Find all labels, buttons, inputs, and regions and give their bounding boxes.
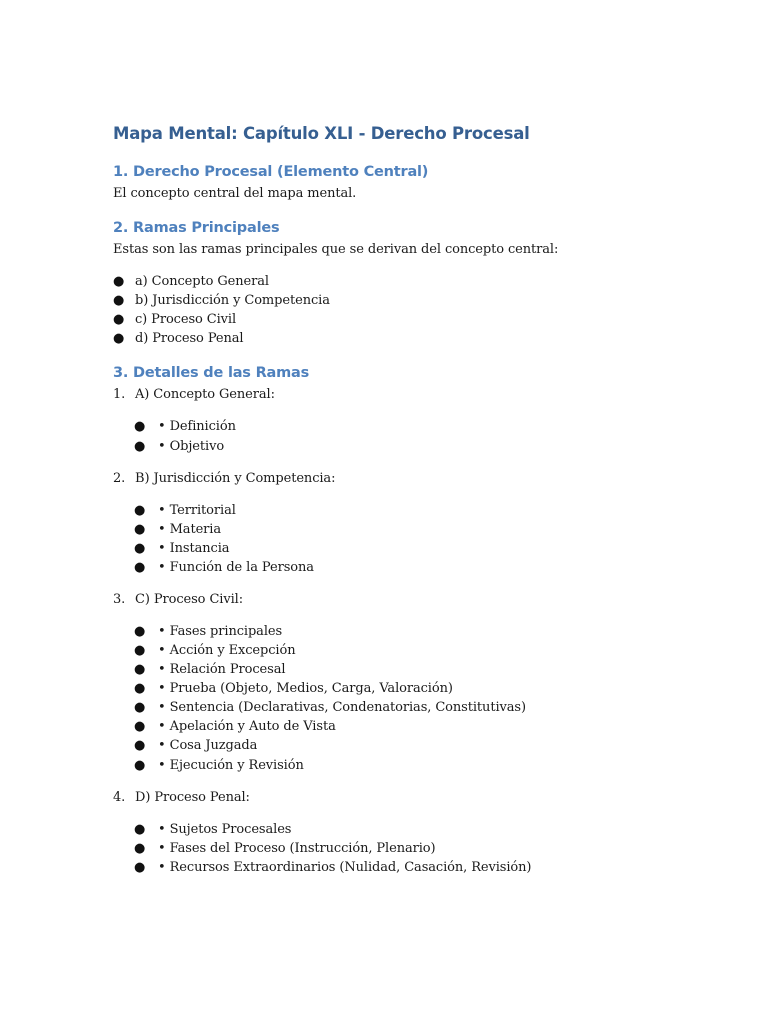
section-2-heading: 2. Ramas Principales xyxy=(113,220,280,236)
sub-item-text: • Definición xyxy=(158,419,236,434)
item-label: A) Concepto General: xyxy=(135,387,275,402)
bullet-dot-icon: ● xyxy=(134,522,146,537)
sub-item-text: • Acción y Excepción xyxy=(158,643,296,658)
bullet-dot-icon: ● xyxy=(134,860,146,875)
sub-item-text: • Ejecución y Revisión xyxy=(158,758,304,773)
section-1-heading: 1. Derecho Procesal (Elemento Central) xyxy=(113,164,429,180)
section-3-heading: 3. Detalles de las Ramas xyxy=(113,365,310,381)
sub-item-text: • Apelación y Auto de Vista xyxy=(158,719,336,734)
bullet-dot-icon: ● xyxy=(113,331,125,346)
sub-item-text: • Objetivo xyxy=(158,439,225,454)
item-number: 2. xyxy=(113,471,126,486)
bullet-dot-icon: ● xyxy=(134,439,146,454)
sub-item-text: • Sentencia (Declarativas, Condenatorias, Constitutivas) xyxy=(158,700,526,715)
bullet-dot-icon: ● xyxy=(113,312,125,327)
sub-item-text: • Cosa Juzgada xyxy=(158,738,258,753)
bullet-dot-icon: ● xyxy=(134,662,146,677)
item-label: D) Proceso Penal: xyxy=(135,790,250,805)
bullet-dot-icon: ● xyxy=(134,738,146,753)
bullet-dot-icon: ● xyxy=(134,841,146,856)
bullet-dot-icon: ● xyxy=(134,758,146,773)
bullet-dot-icon: ● xyxy=(134,541,146,556)
document-title: Mapa Mental: Capítulo XLI - Derecho Procesal xyxy=(113,124,530,143)
bullet-dot-icon: ● xyxy=(113,293,125,308)
item-number: 1. xyxy=(113,387,126,402)
item-label: B) Jurisdicción y Competencia: xyxy=(135,471,336,486)
sub-item-text: • Territorial xyxy=(158,503,236,518)
item-number: 3. xyxy=(113,592,126,607)
bullet-dot-icon: ● xyxy=(134,560,146,575)
item-label: C) Proceso Civil: xyxy=(135,592,243,607)
bullet-dot-icon: ● xyxy=(134,822,146,837)
sub-item-text: • Instancia xyxy=(158,541,230,556)
sub-item-text: • Materia xyxy=(158,522,222,537)
bullet-dot-icon: ● xyxy=(113,274,125,289)
bullet-dot-icon: ● xyxy=(134,643,146,658)
sub-item-text: • Relación Procesal xyxy=(158,662,286,677)
section-1-text: El concepto central del mapa mental. xyxy=(113,186,357,201)
sub-item-text: • Recursos Extraordinarios (Nulidad, Casación, Revisión) xyxy=(158,860,532,875)
sub-item-text: • Prueba (Objeto, Medios, Carga, Valoración) xyxy=(158,681,453,696)
sub-item-text: • Función de la Persona xyxy=(158,560,314,575)
sub-item-text: • Fases del Proceso (Instrucción, Plenario) xyxy=(158,841,436,856)
bullet-dot-icon: ● xyxy=(134,419,146,434)
item-number: 4. xyxy=(113,790,126,805)
sub-item-text: • Fases principales xyxy=(158,624,283,639)
sub-item-text: • Sujetos Procesales xyxy=(158,822,292,837)
list-item-text: c) Proceso Civil xyxy=(135,312,237,327)
bullet-dot-icon: ● xyxy=(134,624,146,639)
section-2-text: Estas son las ramas principales que se derivan del concepto central: xyxy=(113,242,559,257)
list-item-text: a) Concepto General xyxy=(135,274,269,289)
bullet-dot-icon: ● xyxy=(134,719,146,734)
bullet-dot-icon: ● xyxy=(134,681,146,696)
bullet-dot-icon: ● xyxy=(134,700,146,715)
list-item-text: d) Proceso Penal xyxy=(135,331,244,346)
bullet-dot-icon: ● xyxy=(134,503,146,518)
list-item-text: b) Jurisdicción y Competencia xyxy=(135,293,330,308)
